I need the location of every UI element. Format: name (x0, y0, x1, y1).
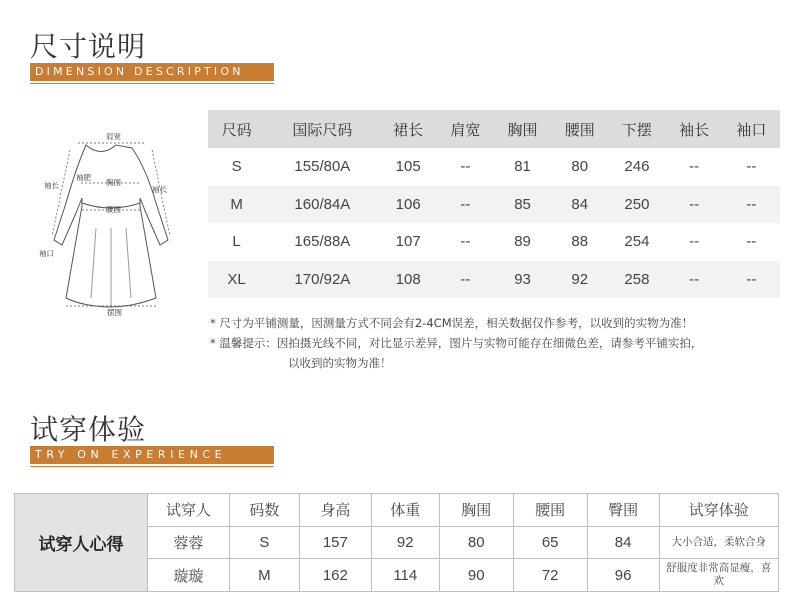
table-cell: -- (689, 233, 700, 251)
col-header: 裙长 (380, 110, 437, 148)
dimension-underline (30, 83, 274, 84)
dimension-title: 尺寸说明 (30, 30, 147, 63)
col-header: 下摆 (608, 110, 665, 148)
figure-label-sleeve-left: 袖长 (44, 181, 59, 190)
tryon-header-row (148, 494, 779, 526)
table-cell: 92 (551, 261, 608, 299)
table-cell: 90 (439, 559, 513, 592)
table-cell: XL (208, 261, 265, 299)
figure-label-sleeve-right: 袖长 (152, 185, 167, 194)
measurement-notes (210, 313, 702, 373)
table-cell: -- (666, 186, 723, 224)
table-cell: -- (723, 261, 780, 299)
table-cell: 72 (513, 559, 587, 592)
figure-label-chest: 胸围 (106, 178, 121, 187)
table-row (208, 186, 780, 224)
figure-label-hem: 摆围 (107, 308, 122, 317)
table-cell: 89 (514, 233, 531, 251)
note-line: * 温馨提示：因拍摄光线不同，对比显示差异，图片与实物可能存在细微色差，请参考平铺实拍， (210, 336, 703, 350)
table-cell: 80 (439, 526, 513, 559)
table-cell: 65 (513, 526, 587, 559)
table-cell: 157 (299, 526, 371, 559)
table-cell: -- (723, 186, 780, 224)
table-cell: 114 (371, 559, 439, 592)
dress-measurement-figure (36, 128, 186, 323)
table-cell: 舒服度非常高显瘦，喜欢 (659, 559, 778, 592)
table-cell: -- (460, 233, 471, 251)
col-header: 尺码 (208, 110, 265, 148)
table-cell: 250 (608, 186, 665, 224)
col-header: 袖口 (723, 110, 780, 148)
col-header: 臀围 (587, 494, 659, 526)
figure-label-cuff: 袖口 (39, 249, 54, 258)
note-line: * 尺寸为平铺测量，因测量方式不同会有2-4CM误差，相关数据仅作参考，以收到的实物为准！ (210, 316, 694, 330)
table-row (208, 223, 780, 261)
col-header: 试穿体验 (659, 494, 778, 526)
table-cell: 170/92A (265, 261, 379, 299)
table-cell: 蓉蓉 (148, 526, 230, 559)
table-cell: 108 (380, 261, 437, 299)
col-header: 试穿人 (148, 494, 230, 526)
col-header: 码数 (229, 494, 299, 526)
table-row (208, 148, 780, 186)
tryon-title: 试穿体验 (30, 413, 147, 446)
note-line: 以收到的实物为准！ (288, 356, 392, 370)
table-cell: 155/80A (294, 158, 351, 176)
tryon-table-container (14, 493, 779, 592)
table-cell: S (231, 158, 242, 176)
table-row (148, 559, 779, 592)
dimension-table-header-row (208, 110, 780, 148)
dimension-subtitle-band: DIMENSION DESCRIPTION (30, 63, 274, 81)
table-cell: -- (689, 158, 700, 176)
table-cell: -- (437, 261, 494, 299)
tryon-table (147, 494, 778, 591)
table-cell: 80 (571, 158, 589, 176)
col-header: 国际尺码 (265, 110, 379, 148)
col-header: 身高 (299, 494, 371, 526)
table-cell: 84 (587, 526, 659, 559)
table-row (148, 526, 779, 559)
table-cell: -- (460, 158, 471, 176)
table-cell: 107 (395, 233, 421, 251)
table-cell: M (208, 186, 265, 224)
figure-label-shoulder: 肩宽 (106, 132, 121, 141)
table-cell: 165/88A (294, 233, 351, 251)
table-cell: 81 (514, 158, 531, 176)
table-cell: 106 (380, 186, 437, 224)
table-cell: 162 (299, 559, 371, 592)
table-cell: 254 (624, 233, 650, 251)
col-header: 袖长 (666, 110, 723, 148)
table-cell: L (232, 233, 241, 251)
table-cell: S (229, 526, 299, 559)
tryon-side-label: 试穿人心得 (15, 494, 147, 591)
table-cell: M (229, 559, 299, 592)
table-cell: -- (666, 261, 723, 299)
table-cell: 246 (624, 158, 650, 176)
table-cell: 88 (571, 233, 589, 251)
table-cell: 93 (494, 261, 551, 299)
figure-label-waist: 腰围 (106, 205, 121, 214)
table-cell: 105 (395, 158, 421, 176)
col-header: 胸围 (494, 110, 551, 148)
table-cell: -- (746, 233, 757, 251)
col-header: 体重 (371, 494, 439, 526)
table-cell: -- (746, 158, 757, 176)
table-row (208, 261, 780, 299)
table-cell: 92 (371, 526, 439, 559)
tryon-subtitle-band: TRY ON EXPERIENCE (30, 446, 274, 464)
table-cell: 160/84A (265, 186, 379, 224)
col-header: 腰围 (513, 494, 587, 526)
dimension-table (208, 110, 780, 298)
col-header: 肩宽 (437, 110, 494, 148)
col-header: 腰围 (551, 110, 608, 148)
table-cell: 84 (551, 186, 608, 224)
table-cell: 96 (587, 559, 659, 592)
table-cell: 85 (494, 186, 551, 224)
table-cell: -- (437, 186, 494, 224)
figure-label-armpit: 袖肥 (76, 173, 91, 182)
col-header: 胸围 (439, 494, 513, 526)
tryon-underline (30, 466, 274, 467)
table-cell: 大小合适，柔软合身 (659, 526, 778, 559)
table-cell: 258 (608, 261, 665, 299)
table-cell: 璇璇 (148, 559, 230, 592)
